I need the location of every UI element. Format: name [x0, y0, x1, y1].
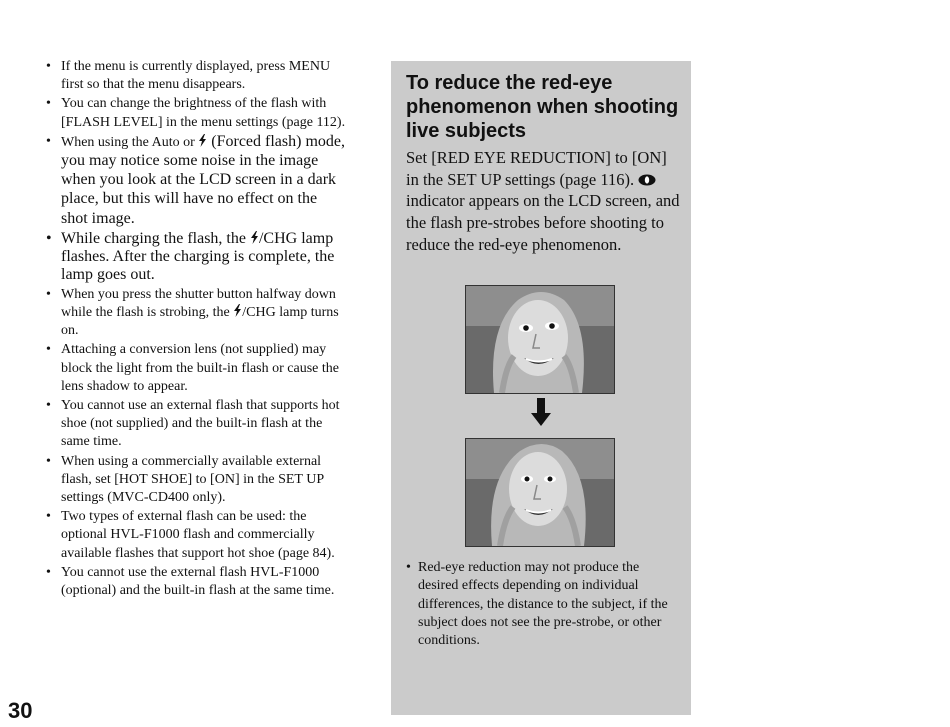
red-eye-reduction-icon: [638, 174, 656, 186]
flash-icon: [233, 304, 242, 317]
flash-icon: [250, 231, 259, 244]
note-item: • You cannot use the external flash HVL-F1000 (optional) and the built-in flash at the same time.: [46, 564, 346, 600]
panel-title: To reduce the red-eye phenomenon when shooting live subjects: [406, 72, 679, 142]
photo-red-eye-before: [465, 285, 615, 394]
note-item: • You can change the brightness of the flash with [FLASH LEVEL] in the menu settings (page 112).: [46, 95, 346, 131]
note-item: • Attaching a conversion lens (not supplied) may block the light from the built-in flash or cause the lens shadow to appear.: [46, 341, 346, 396]
note-item: • Two types of external flash can be used: the optional HVL-F1000 flash and commercially available flashes that support hot shoe (page 84).: [46, 508, 346, 563]
note-item: • When using a commercially available external flash, set [HOT SHOE] to [ON] in the SET UP settings (MVC-CD400 only).: [46, 453, 346, 508]
panel-note-list: [406, 559, 676, 650]
panel-body: Set [RED EYE REDUCTION] to [ON] in the SET UP settings (page 116). indicator appears on the LCD screen, and the flash pre-strobes before shooting to reduce the red-eye phenomenon.: [406, 148, 680, 254]
note-item: • While charging the flash, the /CHG lamp flashes. After the charging is complete, the lamp goes out.: [46, 230, 346, 285]
note-item: • You cannot use an external flash that supports hot shoe (not supplied) and the built-in flash at the same time.: [46, 397, 346, 452]
panel-note: • Red-eye reduction may not produce the desired effects depending on individual differences, the distance to the subject, if the subject does not see the pre-strobe, or other conditions.: [406, 559, 676, 650]
notes-list: [46, 58, 346, 600]
down-arrow-icon: [531, 398, 551, 426]
left-column: [46, 58, 346, 601]
note-item: • When using the Auto or (Forced flash) mode, you may notice some noise in the image when you look at the LCD screen in a dark place, but this will have no effect on the shot image.: [46, 133, 346, 229]
red-eye-panel: [391, 61, 691, 715]
note-item: • If the menu is currently displayed, press MENU first so that the menu disappears.: [46, 58, 346, 94]
page-number: 30: [8, 698, 33, 723]
note-item: • When you press the shutter button halfway down while the flash is strobing, the /CHG lamp turns on.: [46, 286, 346, 341]
flash-icon: [198, 134, 207, 147]
photo-red-eye-after: [465, 438, 615, 547]
